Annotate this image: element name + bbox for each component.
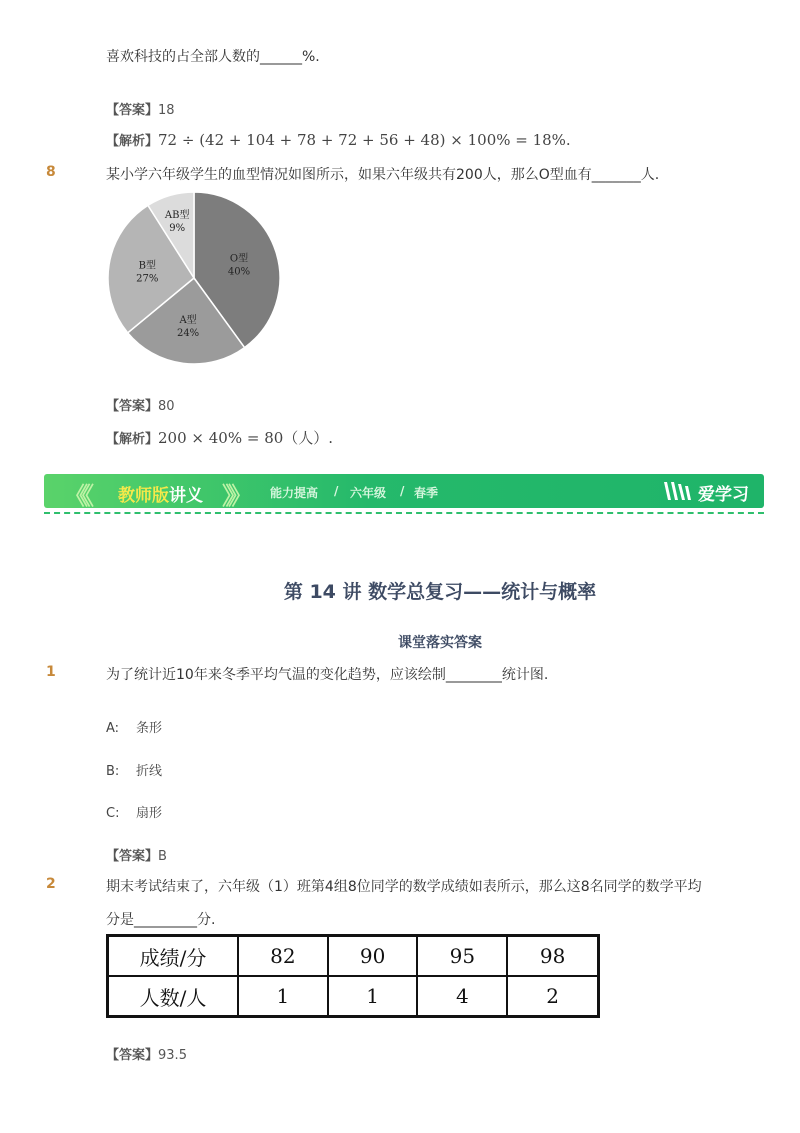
pie-slice-name-label: AB型 [164,210,190,222]
analysis-label: 【解析】 [106,134,159,149]
option-a [106,717,162,736]
question-number: 2 [46,876,56,892]
brand-logo-text: 爱学习 [698,485,749,505]
answer-value: 93.5 [158,1048,187,1063]
option-key: A: [106,721,120,736]
question-text: 为了统计近10年来冬季平均气温的变化趋势，应该绘制________统计图. [106,667,549,683]
analysis-label: 【解析】 [106,432,159,447]
answer-label: 【答案】 [106,103,159,118]
banner-title-teacher: 教师版 [118,486,169,506]
analysis-formula: 200 × 40% = 80（人）. [158,429,334,447]
answer-line [106,1044,187,1063]
section-subtitle: 课堂落实答案 [398,635,482,651]
question-text-line2: 分是_________分. [106,912,216,928]
table-cell: 人数/人 [108,976,239,1017]
answer-label: 【答案】 [106,399,159,414]
table-row [108,976,599,1017]
double-chevron-left-icon: 《《 [64,482,88,510]
answer-value: 18 [158,103,175,118]
pie-slice-name-label: A型 [179,314,197,326]
breadcrumb-separator: / [334,484,339,498]
lecture-title: 第 14 讲 数学总复习——统计与概率 [283,581,597,603]
option-text: 扇形 [136,806,163,821]
breadcrumb-grade: 六年级 [350,486,387,500]
banner-title-lecture: 讲义 [169,486,203,506]
option-text: 折线 [136,764,163,779]
table-cell: 1 [328,976,418,1017]
answer-label: 【答案】 [106,1048,159,1063]
table-cell: 82 [238,936,328,977]
option-key: B: [106,764,120,779]
analysis-formula: 72 ÷ (42 + 104 + 78 + 72 + 56 + 48) × 100% = 18%. [158,131,571,149]
pie-slice-name-label: O型 [229,253,249,265]
option-c [106,802,162,821]
breadcrumb-level: 能力提高 [270,486,319,500]
pie-slice-name-label: B型 [138,260,156,272]
table-cell: 4 [417,976,507,1017]
breadcrumb-season: 春季 [414,486,439,500]
breadcrumb-separator: / [400,484,405,498]
option-text: 条形 [136,721,163,736]
answer-label: 【答案】 [106,849,159,864]
analysis-line [106,130,571,149]
question-number: 8 [46,164,56,180]
answer-line [106,845,167,864]
table-cell: 2 [507,976,598,1017]
pie-slice-value-label: 27% [136,273,159,285]
lecture-title-wrap [0,577,800,604]
question-text: 某小学六年级学生的血型情况如图所示，如果六年级共有200人，那么O型血有_______人. [106,167,660,183]
answer-line [106,395,175,414]
question-text: 喜欢科技的占全部人数的______%. [106,49,320,65]
score-table [106,934,600,1018]
table-cell: 1 [238,976,328,1017]
pie-slice-value-label: 24% [176,327,200,339]
question-text-line1: 期末考试结束了，六年级（1）班第4组8位同学的数学成绩如表所示，那么这8名同学的数学平均 [106,879,702,895]
section-banner [44,474,764,508]
answer-line [106,99,175,118]
pie-slice-value-label: 40% [227,266,251,278]
aixuexi-logo-icon [662,480,692,502]
blood-type-pie-chart [104,188,284,368]
banner-divider [44,512,764,514]
option-b [106,760,162,779]
table-row [108,936,599,977]
pie-slice-value-label: 9% [169,223,186,235]
table-cell: 成绩/分 [108,936,239,977]
table-cell: 90 [328,936,418,977]
table-cell: 98 [507,936,598,977]
answer-value: 80 [158,399,175,414]
double-chevron-right-icon: 》》 [222,482,246,510]
analysis-line [106,427,333,448]
table-cell: 95 [417,936,507,977]
option-key: C: [106,806,120,821]
question-number: 1 [46,664,56,680]
answer-value: B [158,849,167,864]
